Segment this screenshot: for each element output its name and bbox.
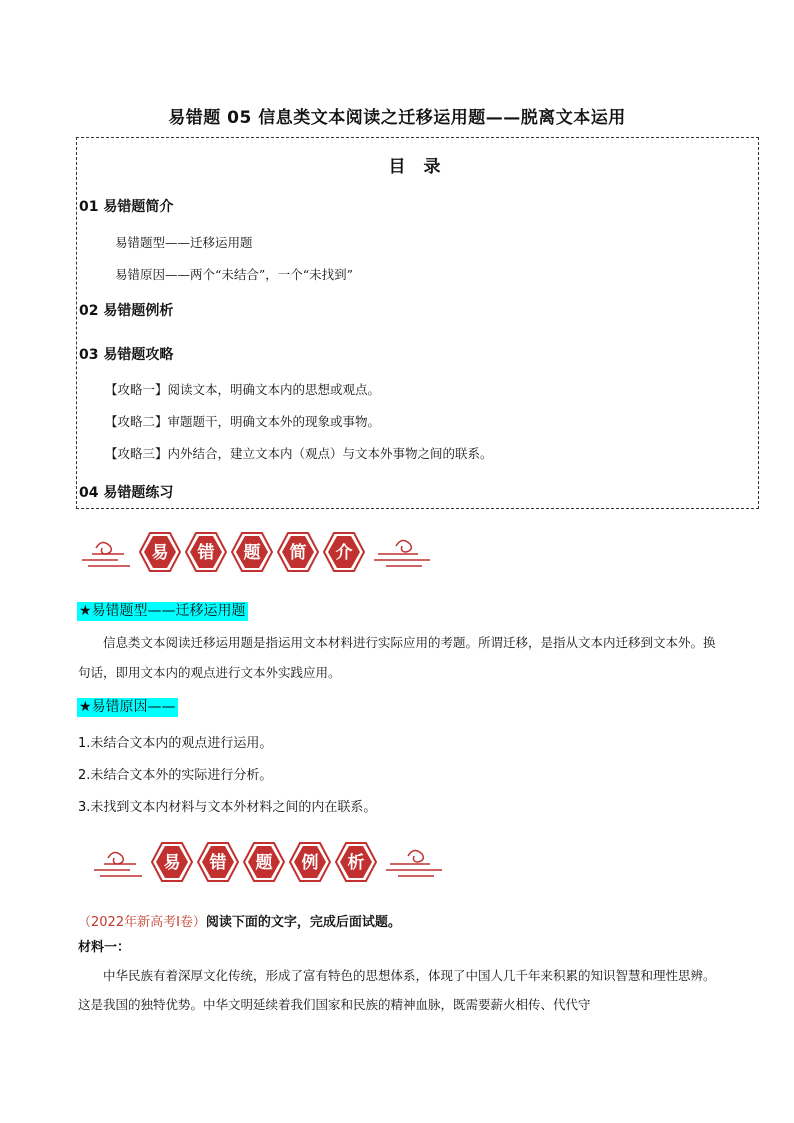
banner-char: 析 [347,853,365,873]
left-cloud-ornament [94,852,142,876]
banner-char: 例 [301,853,319,873]
banner-char: 易 [163,853,181,873]
toc-section-03: 03 易错题攻略 [79,347,174,363]
toc-item: 【攻略二】审题题干，明确文本外的现象或事物。 [105,414,381,429]
toc-item: 【攻略三】内外结合，建立文本内（观点）与文本外事物之间的联系。 [105,446,493,461]
reason-item: 3.未找到文本内材料与文本外材料之间的内在联系。 [78,800,377,815]
toc-section-01: 01 易错题简介 [79,199,174,215]
type-heading: ★易错题型——迁移运用题 [79,603,246,619]
material-label: 材料一： [78,940,131,955]
type-paragraph: 信息类文本阅读迁移运用题是指运用文本材料进行实际应用的考题。所谓迁移，是指从文本内迁移到文本外。换句话，即用文本内的观点进行文本外实践应用。 [78,635,716,680]
banner-char: 简 [289,543,307,563]
right-cloud-ornament [374,540,430,566]
example-source-line [78,911,401,930]
banner-char: 题 [255,853,273,873]
page-title: 易错题 05 信息类文本阅读之迁移运用题——脱离文本运用 [168,108,626,128]
reason-item: 2.未结合文本外的实际进行分析。 [78,768,273,783]
left-cloud-ornament [82,542,130,566]
toc-item: 【攻略一】阅读文本，明确文本内的思想或观点。 [105,382,381,397]
material-paragraph: 中华民族有着深厚文化传统，形成了富有特色的思想体系，体现了中国人几千年来积累的知识智慧和理性思辨。这是我国的独特优势。中华文明延续着我们国家和民族的精神血脉，既需要薪火相传、代代守 [78,968,716,1012]
banner-char: 错 [197,543,215,563]
banner-char: 错 [209,853,227,873]
banner-graphic [90,834,450,890]
reason-item: 1.未结合文本内的观点进行运用。 [78,736,273,751]
exam-source: （2022年新高考Ⅰ卷） [78,915,206,930]
section-banner-example [90,834,450,890]
section-banner-intro [78,524,438,580]
banner-graphic [78,524,438,580]
banner-char: 介 [335,543,353,563]
banner-char: 易 [151,543,169,563]
toc-item: 易错原因——两个“未结合”，一个“未找到” [115,267,354,282]
toc-section-04: 04 易错题练习 [79,485,174,501]
right-cloud-ornament [386,850,442,876]
banner-char: 题 [243,543,261,563]
toc-heading: 目 录 [388,157,447,177]
toc-item: 易错题型——迁移运用题 [115,235,253,250]
example-instruction: 阅读下面的文字，完成后面试题。 [205,915,401,930]
toc-section-02: 02 易错题例析 [79,303,174,319]
table-of-contents [76,137,759,509]
reason-heading: ★易错原因—— [79,699,176,715]
